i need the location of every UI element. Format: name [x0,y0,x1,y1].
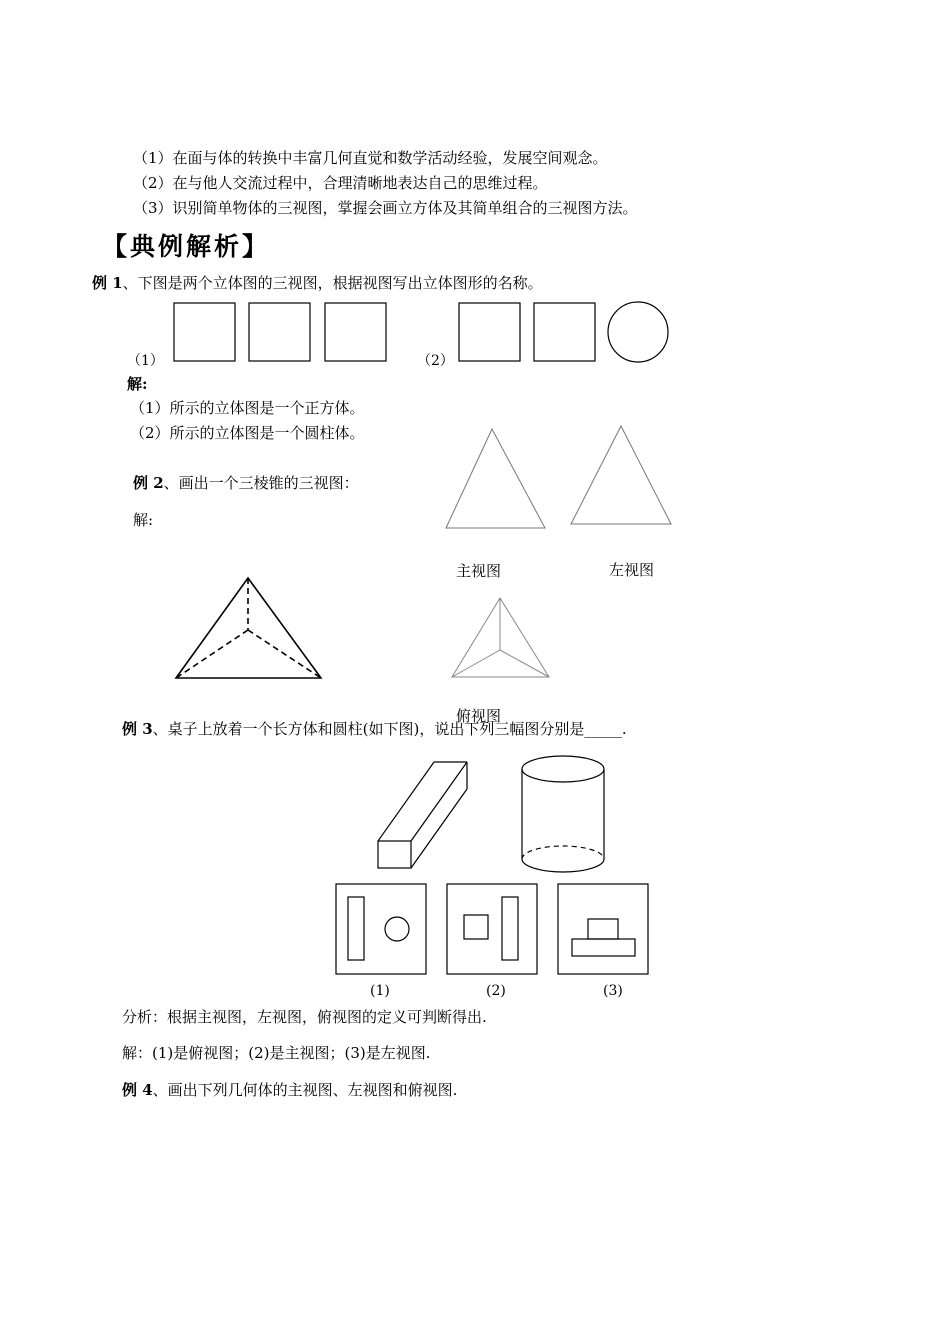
example1-solution-label: 解: [127,375,148,393]
example4-text: 、画出下列几何体的主视图、左视图和俯视图. [152,1081,458,1099]
example3-view-3 [558,884,648,974]
objective-2: （2）在与他人交流过程中，合理清晰地表达自己的思维过程。 [133,174,548,192]
cylinder-solid [522,756,604,872]
pyramid-front-view [446,429,545,528]
cube-front-view [174,303,235,361]
cylinder-left-view [534,303,595,361]
example3-fig1-label: (1) [370,983,390,999]
example2-label: 例 2 [133,474,164,492]
example2-top-view-label: 俯视图 [456,707,502,725]
example3-view-1 [336,884,426,974]
example1-fig2-label: （2） [417,353,454,369]
cylinder-top-view [608,302,668,362]
example1-cylinder-views [459,302,668,362]
objective-3: （3）识别简单物体的三视图，掌握会画立方体及其简单组合的三视图方法。 [133,199,638,217]
example1-answer-1: （1）所示的立体图是一个正方体。 [130,399,365,417]
cylinder-front-view [459,303,520,361]
example3-solution: 解：(1)是俯视图；(2)是主视图；(3)是左视图. [122,1044,431,1062]
cube-left-view [249,303,310,361]
cube-top-view [325,303,386,361]
example2-solution-label: 解: [133,511,154,529]
example3-analysis: 分析：根据主视图，左视图，俯视图的定义可判断得出. [122,1008,487,1026]
example3-view-2 [447,884,537,974]
pyramid-top-view [452,598,549,677]
example2-front-view-label: 主视图 [456,562,502,580]
section-heading: 【典例解析】 [102,232,271,261]
pyramid-solid [176,578,321,678]
example4-label: 例 4 [122,1081,153,1099]
example1-answer-2: （2）所示的立体图是一个圆柱体。 [130,424,365,442]
example1-text: 、下图是两个立体图的三视图，根据视图写出立体图形的名称。 [122,274,543,292]
example2-left-view-label: 左视图 [609,561,655,579]
objective-1: （1）在面与体的转换中丰富几何直觉和数学活动经验，发展空间观念。 [133,149,608,167]
example3-label: 例 3 [122,720,153,738]
cuboid-solid [378,762,467,868]
example2-text: 、画出一个三棱锥的三视图： [163,474,359,492]
example1-label: 例 1 [92,274,123,292]
example1-cube-views [174,303,386,361]
pyramid-left-view [571,426,671,524]
example3-fig3-label: (3) [603,983,623,999]
example1-fig1-label: （1） [127,353,164,369]
example3-fig2-label: (2) [486,983,506,999]
example3-text: 、桌子上放着一个长方体和圆柱(如下图)，说出下列三幅图分别是_____. [152,720,627,738]
